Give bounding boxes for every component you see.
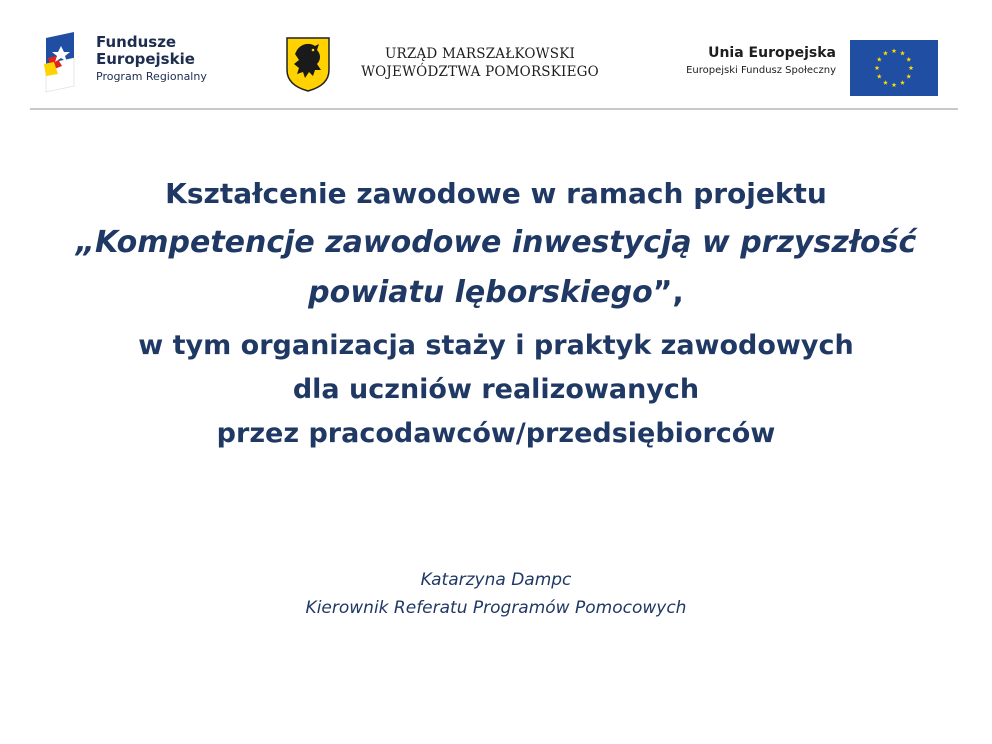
project-name-part1: Kompetencje zawodowe inwestycją w przyszłość [95,225,917,260]
open-quote: „ [75,225,96,260]
title-line1: Kształcenie zawodowe w ramach projektu [165,177,827,210]
subtitle-line1: w tym organizacja staży i praktyk zawodowych [138,330,854,361]
close-quote: ”, [652,275,684,310]
unia-line1: Unia Europejska [708,45,836,61]
urzad-marszalkowski-logo [285,36,625,98]
pomorskie-griffin-coat-of-arms-icon [285,36,331,92]
unia-line2: Europejski Fundusz Społeczny [686,65,836,76]
header-divider [30,108,958,110]
fundusze-line3: Program Regionalny [96,70,207,83]
fundusze-europejskie-icon [40,30,84,94]
project-name-part2: powiatu lęborskiego [308,275,653,310]
fundusze-europejskie-logo [40,30,250,100]
subtitle-line2: dla uczniów realizowanych [292,374,700,405]
author-block [0,566,992,622]
project-name-line1 [0,218,992,268]
eu-flag-icon [850,40,938,96]
fundusze-line1: Fundusze [96,33,177,51]
header-logos [30,0,958,110]
fundusze-line2: Europejskie [96,50,195,68]
unia-europejska-logo [648,40,948,102]
subtitle-line3: przez pracodawców/przedsiębiorców [216,418,776,449]
author-position: Kierownik Referatu Programów Pomocowych [305,598,687,618]
project-name-line2 [0,268,992,318]
title-block [0,170,992,456]
urzad-line2: WOJEWÓDZTWA POMORSKIEGO [361,64,599,80]
author-name: Katarzyna Dampc [420,570,572,590]
urzad-line1: URZĄD MARSZAŁKOWSKI [384,46,576,62]
